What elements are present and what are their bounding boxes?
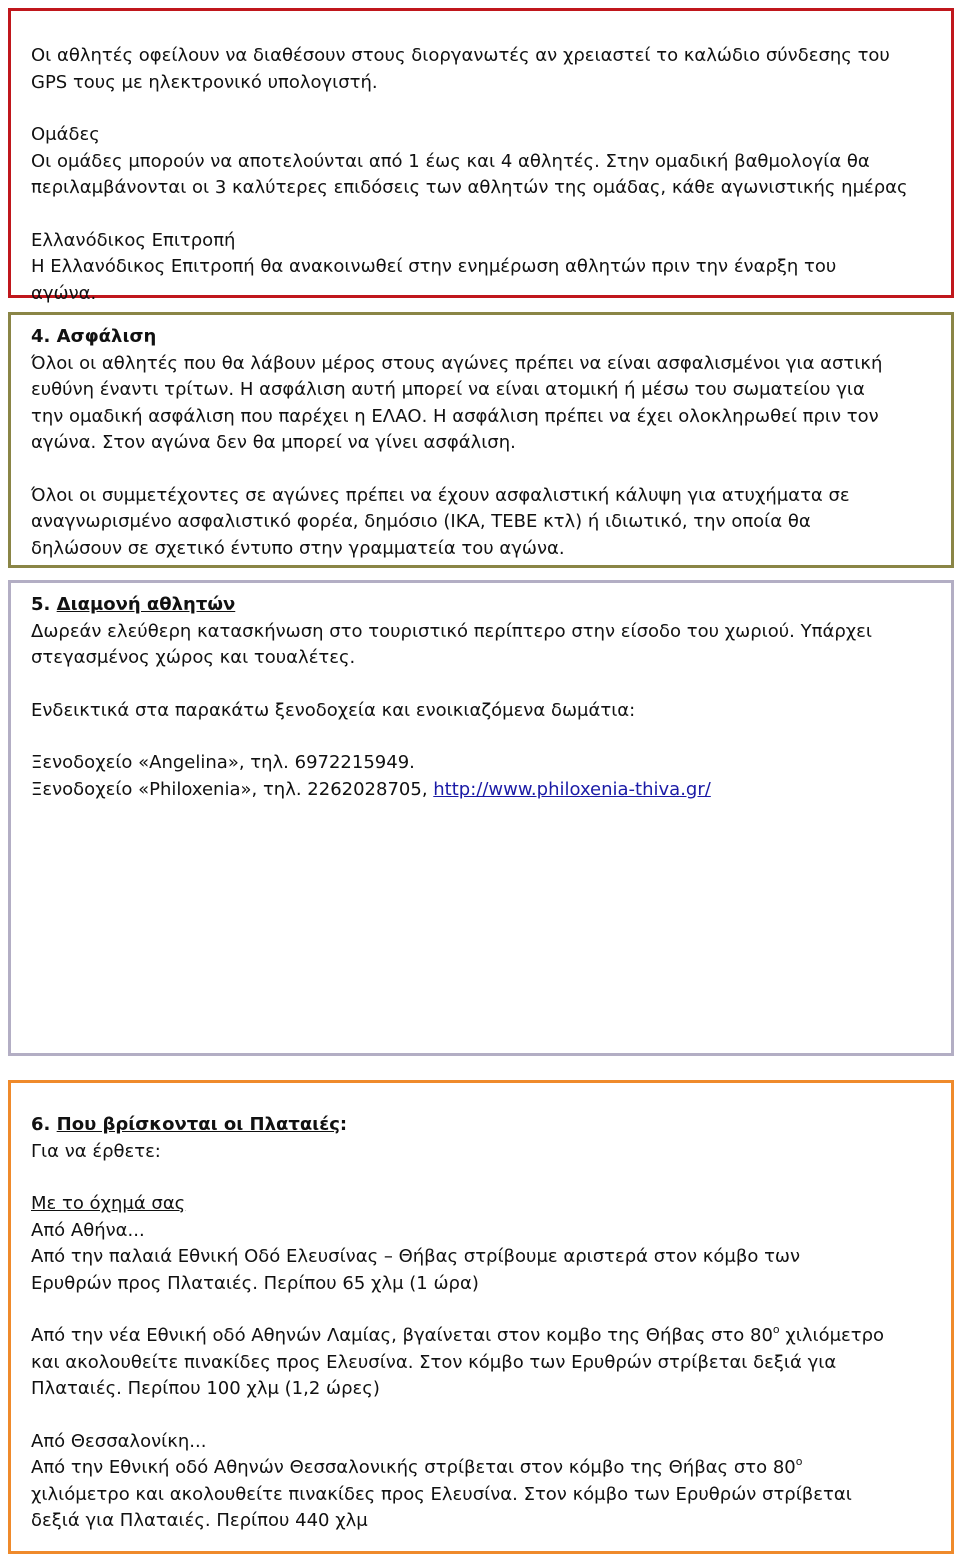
- section-accommodation-box: [8, 580, 954, 1056]
- new-road-line-2: και ακολουθείτε πινακίδες προς Ελευσίνα. Στον κόμβο των Ερυθρών στρίβεται δεξιά για: [31, 1351, 837, 1373]
- section-directions-box: [8, 1080, 954, 1554]
- accommodation-heading: [31, 592, 937, 619]
- insurance-p2-line-2: αναγνωρισμένο ασφαλιστικό φορέα, δημόσιο (ΙΚΑ, ΤΕΒΕ κτλ) ή ιδιωτικό, την οποία θα: [31, 511, 811, 532]
- new-road-degree-sup: ο: [772, 1323, 780, 1336]
- teams-heading: Ομάδες: [31, 124, 100, 145]
- new-road-line-1: [31, 1323, 937, 1350]
- gps-line-2: GPS τους με ηλεκτρονικό υπολογιστή.: [31, 71, 378, 93]
- insurance-number: 4.: [31, 326, 51, 347]
- teams-line-2: περιλαμβάνονται οι 3 καλύτερες επιδόσεις των αθλητών της ομάδας, κάθε αγωνιστικής ημέρας: [31, 177, 908, 198]
- accommodation-p2: Ενδεικτικά στα παρακάτω ξενοδοχεία και ενοικιαζόμενα δωμάτια:: [31, 699, 636, 721]
- jury-line-2: αγώνα.: [31, 282, 97, 304]
- insurance-p1-line-1: Όλοι οι αθλητές που θα λάβουν μέρος στους αγώνες πρέπει να είναι ασφαλισμένοι για αστική: [31, 352, 883, 374]
- hotel-philoxenia-text: Ξενοδοχείο «Philoxenia», τηλ. 2262028705,: [31, 778, 434, 800]
- accommodation-number: 5.: [31, 594, 51, 615]
- section-insurance-box: [8, 312, 954, 568]
- from-athens-heading: Από Αθήνα...: [31, 1219, 145, 1241]
- north-road-line-1-text: Από την Εθνική οδό Αθηνών Θεσσαλονικής στρίβεται στον κόμβο της Θήβας στο 80: [31, 1457, 796, 1478]
- old-road-line-1: Από την παλαιά Εθνική Οδό Ελευσίνας – Θήβας στρίβουμε αριστερά στον κόμβο των: [31, 1246, 801, 1267]
- hotel-angelina: Ξενοδοχείο «Angelina», τηλ. 6972215949.: [31, 752, 415, 773]
- gps-line-1: Οι αθλητές οφείλουν να διαθέσουν στους διοργανωτές αν χρειαστεί το καλώδιο σύνδεσης του: [31, 45, 890, 66]
- old-road-line-2: Ερυθρών προς Πλαταιές. Περίπου 65 χλμ (1 ώρα): [31, 1272, 479, 1294]
- new-road-line-3: Πλαταιές. Περίπου 100 χλμ (1,2 ώρες): [31, 1378, 380, 1399]
- new-road-line-1-end: χιλιόμετρο: [779, 1325, 885, 1346]
- new-road-line-1-text: Από την νέα Εθνική οδό Αθηνών Λαμίας, βγαίνεται στον κομβο της Θήβας στο 80: [31, 1325, 773, 1346]
- insurance-p2-line-1: Όλοι οι συμμετέχοντες σε αγώνες πρέπει να έχουν ασφαλιστική κάλυψη για ατυχήματα σε: [31, 484, 850, 506]
- north-road-degree-sup: ο: [795, 1455, 803, 1468]
- north-road-line-3: δεξιά για Πλαταιές. Περίπου 440 χλμ: [31, 1510, 368, 1531]
- directions-title-colon: :: [339, 1114, 348, 1135]
- teams-line-1: Οι ομάδες μπορούν να αποτελούνται από 1 έως και 4 αθλητές. Στην ομαδική βαθμολογία θα: [31, 150, 870, 172]
- accommodation-p1-line-1: Δωρεάν ελεύθερη κατασκήνωση στο τουριστικό περίπτερο στην είσοδο του χωριού. Υπάρχει: [31, 620, 872, 642]
- north-road-line-1: [31, 1455, 937, 1482]
- hotel-philoxenia: [31, 777, 937, 804]
- insurance-p1-line-4: αγώνα. Στον αγώνα δεν θα μπορεί να γίνει ασφάλιση.: [31, 432, 516, 453]
- accommodation-title: Διαμονή αθλητών: [56, 594, 236, 615]
- from-thessaloniki-heading: Από Θεσσαλονίκη...: [31, 1430, 207, 1452]
- section-gps-box: [8, 8, 954, 304]
- insurance-p1-line-2: ευθύνη έναντι τρίτων. Η ασφάλιση αυτή μπορεί να είναι ατομική ή μέσω του σωματείου για: [31, 379, 865, 400]
- north-road-line-2: χιλιόμετρο και ακολουθείτε πινακίδες προς Ελευσίνα. Στον κόμβο των Ερυθρών στρίβεται: [31, 1483, 852, 1505]
- accommodation-p1-line-2: στεγασμένος χώρος και τουαλέτες.: [31, 647, 356, 668]
- directions-heading: [31, 1112, 937, 1139]
- jury-heading: Ελλανόδικος Επιτροπή: [31, 229, 236, 251]
- section-directions-content: [31, 1112, 937, 1535]
- insurance-heading: [31, 324, 937, 351]
- insurance-p2-line-3: δηλώσουν σε σχετικό έντυπο στην γραμματεία του αγώνα.: [31, 537, 565, 559]
- section-gps-content: [31, 43, 937, 307]
- insurance-p1-line-3: την ομαδική ασφάλιση που παρέχει η ΕΛΑΟ. Η ασφάλιση πρέπει να έχει ολοκληρωθεί πριν τον: [31, 405, 879, 427]
- directions-number: 6.: [31, 1114, 51, 1135]
- directions-title: Που βρίσκονται οι Πλαταιές: [56, 1114, 340, 1135]
- section-accommodation-content: [31, 592, 937, 803]
- section-insurance-content: [31, 324, 937, 562]
- directions-intro: Για να έρθετε:: [31, 1140, 161, 1162]
- jury-line-1: Η Ελλανόδικος Επιτροπή θα ανακοινωθεί στην ενημέρωση αθλητών πριν την έναρξη του: [31, 256, 837, 277]
- insurance-title: Ασφάλιση: [56, 326, 157, 347]
- philoxenia-website-link[interactable]: http://www.philoxenia-thiva.gr/: [433, 778, 711, 800]
- by-car-heading: Με το όχημά σας: [31, 1193, 186, 1214]
